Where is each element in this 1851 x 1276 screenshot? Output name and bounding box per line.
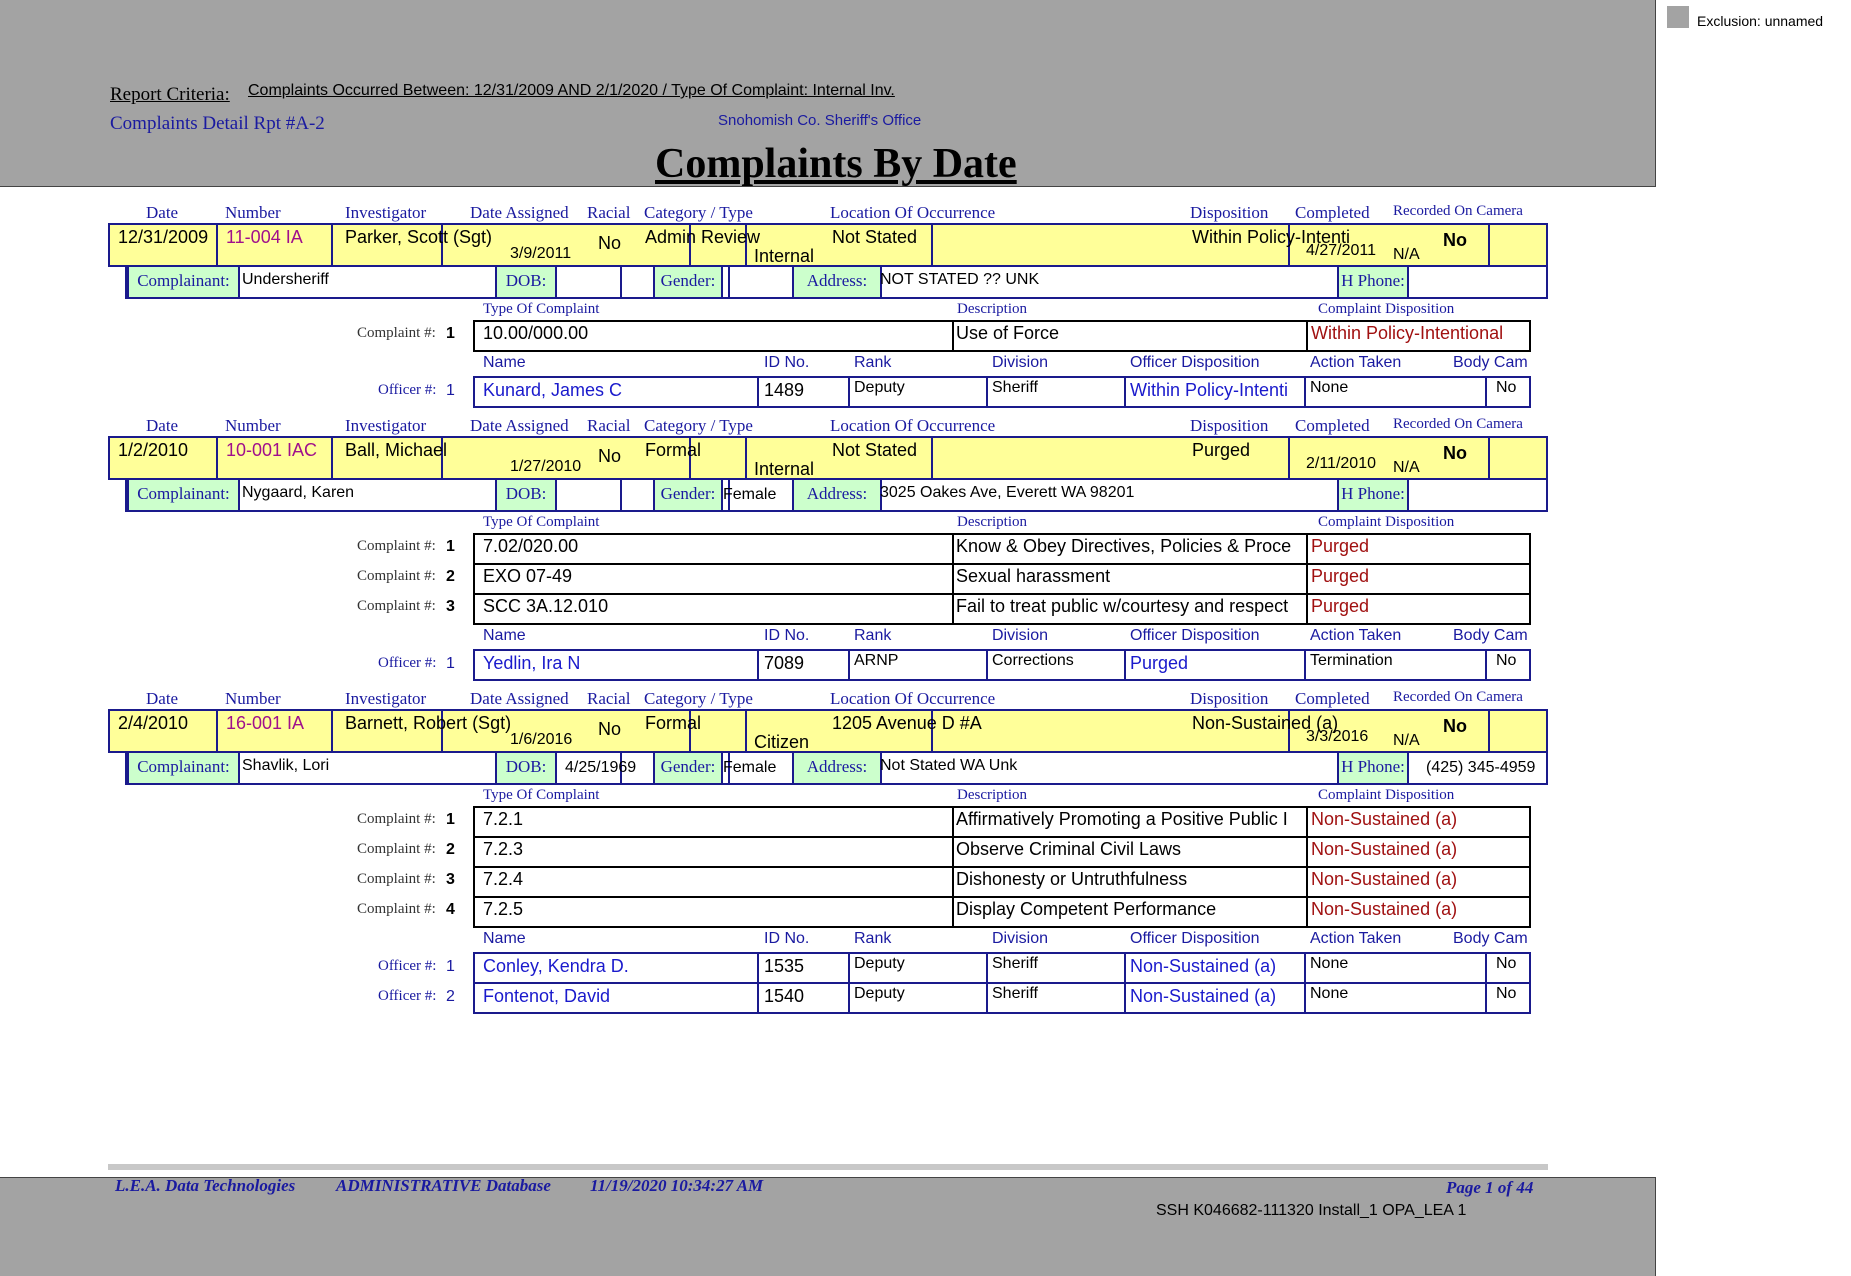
officer-number: 1 <box>446 958 455 975</box>
record-number: 10-001 IAC <box>226 440 318 460</box>
record-category: Admin Review <box>645 227 761 247</box>
col-header-number: Number <box>225 689 281 708</box>
officers-header-name: Name <box>483 354 526 371</box>
record-category: Formal <box>645 713 702 733</box>
complaint-number: 3 <box>446 598 455 615</box>
officers-header-body-cam: Body Cam <box>1453 354 1528 371</box>
col-header-racial: Racial <box>587 416 631 435</box>
report-name: Complaints Detail Rpt #A-2 <box>110 113 325 134</box>
footer-timestamp: 11/19/2020 10:34:27 AM <box>590 1176 764 1195</box>
complaints-header-description: Description <box>957 301 1027 317</box>
officer-name: Yedlin, Ira N <box>483 653 581 673</box>
complaint-number: 2 <box>446 568 455 585</box>
col-header-disposition: Disposition <box>1190 203 1269 222</box>
record-disposition: Purged <box>1192 440 1251 460</box>
officers-header-id-no: ID No. <box>764 930 810 947</box>
officers-header-officer-disposition: Officer Disposition <box>1130 930 1260 947</box>
officer-action: None <box>1310 985 1349 1002</box>
complainant-label-hphone: H Phone: <box>1337 480 1409 510</box>
complaint-number: 2 <box>446 841 455 858</box>
record-racial: No <box>598 233 622 253</box>
record-recorded-on-camera: No <box>1443 716 1467 736</box>
officers-header-id-no: ID No. <box>764 354 810 371</box>
record-racial: No <box>598 446 622 466</box>
complainant-divider <box>728 267 730 297</box>
record-date: 1/2/2010 <box>118 440 189 460</box>
complainant-label-hphone: H Phone: <box>1337 753 1409 783</box>
officers-header-rank: Rank <box>854 354 892 371</box>
complainant-divider <box>620 480 622 510</box>
record-investigator: Barnett, Robert (Sgt) <box>345 713 512 733</box>
complainant-label-hphone: H Phone: <box>1337 267 1409 297</box>
complaint-type: 7.2.3 <box>483 839 524 859</box>
col-header-category-type: Category / Type <box>644 203 753 222</box>
col-header-recorded: Recorded On Camera <box>1393 689 1523 705</box>
complaint-num-label: Complaint #: <box>357 871 436 887</box>
col-header-completed: Completed <box>1295 203 1370 222</box>
complaints-header-description: Description <box>957 787 1027 803</box>
record-disposition: Non-Sustained (a) <box>1192 713 1339 733</box>
complainant-row <box>125 267 1548 299</box>
record-investigator: Parker, Scott (Sgt) <box>345 227 493 247</box>
complaint-num-label: Complaint #: <box>357 811 436 827</box>
complaint-disposition: Purged <box>1311 596 1370 616</box>
complaint-disposition: Non-Sustained (a) <box>1311 869 1458 889</box>
complainant-dob: 4/25/1969 <box>565 759 637 776</box>
complaint-disposition: Non-Sustained (a) <box>1311 809 1458 829</box>
complaints-header-disposition: Complaint Disposition <box>1318 787 1455 803</box>
officers-header-division: Division <box>992 627 1049 644</box>
officer-id: 1489 <box>764 380 805 400</box>
officers-col-divider <box>986 378 988 406</box>
record-location: 1205 Avenue D #A <box>832 713 982 733</box>
complainant-name: Nygaard, Karen <box>242 484 355 501</box>
complainant-label-gender: Gender: <box>653 480 723 510</box>
record-type: Internal <box>754 246 815 266</box>
record-date-assigned: 1/27/2010 <box>510 458 582 475</box>
col-header-racial: Racial <box>587 203 631 222</box>
complaint-type: 7.2.4 <box>483 869 524 889</box>
complainant-label-complainant: Complainant: <box>127 267 240 297</box>
record-number: 11-004 IA <box>226 227 303 247</box>
complainant-divider <box>792 480 794 510</box>
complainant-divider <box>792 267 794 297</box>
record-completed: 2/11/2010 <box>1306 455 1376 472</box>
officers-header-name: Name <box>483 627 526 644</box>
officer-rank: Deputy <box>854 379 905 396</box>
col-header-number: Number <box>225 416 281 435</box>
officers-header-name: Name <box>483 930 526 947</box>
officer-num-label: Officer #: <box>378 655 437 671</box>
complaint-num-label: Complaint #: <box>357 538 436 554</box>
col-header-disposition: Disposition <box>1190 689 1269 708</box>
complaints-header-type: Type Of Complaint <box>483 301 600 317</box>
col-header-location: Location Of Occurrence <box>830 689 996 708</box>
officers-col-divider <box>757 378 759 406</box>
col-header-category-type: Category / Type <box>644 689 753 708</box>
col-header-category-type: Category / Type <box>644 416 753 435</box>
complainant-divider <box>792 753 794 783</box>
legend-swatch <box>1667 6 1689 28</box>
officers-header-action-taken: Action Taken <box>1310 930 1402 947</box>
complaint-number: 1 <box>446 811 455 828</box>
complainant-label-dob: DOB: <box>495 753 557 783</box>
complaint-number: 1 <box>446 325 455 342</box>
col-header-investigator: Investigator <box>345 689 427 708</box>
complaint-disposition: Non-Sustained (a) <box>1311 839 1458 859</box>
complaints-header-disposition: Complaint Disposition <box>1318 514 1455 530</box>
col-header-date: Date <box>146 416 179 435</box>
officer-name: Fontenot, David <box>483 986 611 1006</box>
complaint-disposition: Non-Sustained (a) <box>1311 899 1458 919</box>
col-header-recorded: Recorded On Camera <box>1393 416 1523 432</box>
complainant-label-dob: DOB: <box>495 267 557 297</box>
officers-header-body-cam: Body Cam <box>1453 627 1528 644</box>
officers-header-division: Division <box>992 354 1049 371</box>
col-header-date: Date <box>146 689 179 708</box>
footer-vendor: L.E.A. Data Technologies <box>115 1176 296 1195</box>
record-disposition: Within Policy-Intenti <box>1192 227 1351 247</box>
complaints-header-type: Type Of Complaint <box>483 514 600 530</box>
complaint-description: Use of Force <box>956 323 1060 343</box>
officer-num-label: Officer #: <box>378 988 437 1004</box>
officer-bodycam: No <box>1496 379 1517 396</box>
officers-header-officer-disposition: Officer Disposition <box>1130 627 1260 644</box>
officers-header-officer-disposition: Officer Disposition <box>1130 354 1260 371</box>
officer-action: None <box>1310 379 1349 396</box>
record-completed-na: N/A <box>1393 732 1420 749</box>
complaint-disposition: Purged <box>1311 536 1370 556</box>
officer-number: 1 <box>446 655 455 672</box>
officer-bodycam: No <box>1496 652 1517 669</box>
complaints-col-divider <box>1306 322 1308 350</box>
footer-divider <box>108 1164 1548 1170</box>
officer-division: Sheriff <box>992 985 1038 1002</box>
complainant-address: 3025 Oakes Ave, Everett WA 98201 <box>880 484 1135 501</box>
complainant-label-dob: DOB: <box>495 480 557 510</box>
col-header-number: Number <box>225 203 281 222</box>
officer-rank: Deputy <box>854 985 905 1002</box>
officer-id: 1535 <box>764 956 805 976</box>
complaint-disposition: Purged <box>1311 566 1370 586</box>
officers-col-divider <box>848 378 850 406</box>
col-header-disposition: Disposition <box>1190 416 1269 435</box>
complaint-type: EXO 07-49 <box>483 566 573 586</box>
officer-disposition: Non-Sustained (a) <box>1130 986 1277 1006</box>
complainant-label-complainant: Complainant: <box>127 753 240 783</box>
officer-id: 1540 <box>764 986 805 1006</box>
complainant-label-gender: Gender: <box>653 267 723 297</box>
officer-division: Corrections <box>992 652 1074 669</box>
complaint-number: 1 <box>446 538 455 555</box>
col-header-date-assigned: Date Assigned <box>470 203 569 222</box>
officer-action: Termination <box>1310 652 1393 669</box>
officer-name: Conley, Kendra D. <box>483 956 629 976</box>
complainant-address: NOT STATED ?? UNK <box>880 271 1040 288</box>
complaint-num-label: Complaint #: <box>357 841 436 857</box>
officer-num-label: Officer #: <box>378 958 437 974</box>
col-header-investigator: Investigator <box>345 203 427 222</box>
complainant-divider <box>620 267 622 297</box>
complainant-row <box>125 753 1548 785</box>
officer-division: Sheriff <box>992 955 1038 972</box>
complainant-name: Undersheriff <box>242 271 329 288</box>
complaints-header-disposition: Complaint Disposition <box>1318 301 1455 317</box>
officers-col-divider <box>1485 651 1487 679</box>
officer-action: None <box>1310 955 1349 972</box>
record-completed: 3/3/2016 <box>1306 728 1369 745</box>
complaint-description: Sexual harassment <box>956 566 1111 586</box>
complaint-type: SCC 3A.12.010 <box>483 596 609 616</box>
record-recorded-on-camera: No <box>1443 230 1467 250</box>
complainant-gender: Female <box>723 486 777 503</box>
officers-col-divider <box>1124 651 1126 679</box>
col-header-racial: Racial <box>587 689 631 708</box>
record-racial: No <box>598 719 622 739</box>
col-header-investigator: Investigator <box>345 416 427 435</box>
complaint-type: 7.2.5 <box>483 899 524 919</box>
criteria-text: Complaints Occurred Between: 12/31/2009 AND 2/1/2020 / Type Of Complaint: Internal Inv. <box>248 82 895 99</box>
complaint-description: Dishonesty or Untruthfulness <box>956 869 1188 889</box>
complainant-address: Not Stated WA Unk <box>880 757 1018 774</box>
exclusion-label: Exclusion: unnamed <box>1697 13 1824 29</box>
complainant-label-address: Address: <box>792 267 882 297</box>
officer-bodycam: No <box>1496 985 1517 1002</box>
officer-rank: ARNP <box>854 652 899 669</box>
record-completed-na: N/A <box>1393 246 1420 263</box>
col-header-date: Date <box>146 203 179 222</box>
complainant-name: Shavlik, Lori <box>242 757 330 774</box>
officer-disposition: Purged <box>1130 653 1189 673</box>
col-header-date-assigned: Date Assigned <box>470 416 569 435</box>
complaint-description: Display Competent Performance <box>956 899 1217 919</box>
officers-header-action-taken: Action Taken <box>1310 354 1402 371</box>
complaint-num-label: Complaint #: <box>357 568 436 584</box>
record-type: Internal <box>754 459 815 479</box>
officers-col-divider <box>1124 378 1126 406</box>
record-completed: 4/27/2011 <box>1306 242 1376 259</box>
officer-disposition: Within Policy-Intenti <box>1130 380 1289 400</box>
complainant-label-address: Address: <box>792 480 882 510</box>
record-recorded-on-camera: No <box>1443 443 1467 463</box>
col-header-location: Location Of Occurrence <box>830 203 996 222</box>
officer-bodycam: No <box>1496 955 1517 972</box>
officer-num-label: Officer #: <box>378 382 437 398</box>
col-header-recorded: Recorded On Camera <box>1393 203 1523 219</box>
record-investigator: Ball, Michael <box>345 440 448 460</box>
record-date-assigned: 3/9/2011 <box>510 245 572 262</box>
record-date: 12/31/2009 <box>118 227 209 247</box>
record-location: Not Stated <box>832 440 918 460</box>
complainant-gender: Female <box>723 759 777 776</box>
complainant-label-address: Address: <box>792 753 882 783</box>
col-header-location: Location Of Occurrence <box>830 416 996 435</box>
record-date-assigned: 1/6/2016 <box>510 731 573 748</box>
complaints-header-type: Type Of Complaint <box>483 787 600 803</box>
officers-col-divider <box>1304 378 1306 406</box>
complainant-label-complainant: Complainant: <box>127 480 240 510</box>
officer-name: Kunard, James C <box>483 380 623 400</box>
officer-id: 7089 <box>764 653 805 673</box>
complaint-num-label: Complaint #: <box>357 901 436 917</box>
officer-rank: Deputy <box>854 955 905 972</box>
complaints-header-description: Description <box>957 514 1027 530</box>
record-number: 16-001 IA <box>226 713 305 733</box>
officers-header-rank: Rank <box>854 627 892 644</box>
record-completed-na: N/A <box>1393 459 1420 476</box>
officers-header-id-no: ID No. <box>764 627 810 644</box>
record-date: 2/4/2010 <box>118 713 189 733</box>
officer-number: 2 <box>446 988 455 1005</box>
complaint-num-label: Complaint #: <box>357 325 436 341</box>
officers-col-divider <box>757 651 759 679</box>
officers-col-divider <box>986 651 988 679</box>
complainant-label-gender: Gender: <box>653 753 723 783</box>
officers-header-action-taken: Action Taken <box>1310 627 1402 644</box>
footer-database: ADMINISTRATIVE Database <box>336 1176 551 1195</box>
officers-col-divider <box>1485 378 1487 406</box>
record-type: Citizen <box>754 732 810 752</box>
officer-disposition: Non-Sustained (a) <box>1130 956 1277 976</box>
footer-install: SSH K046682-111320 Install_1 OPA_LEA 1 <box>1156 1202 1467 1219</box>
col-header-date-assigned: Date Assigned <box>470 689 569 708</box>
officers-header-rank: Rank <box>854 930 892 947</box>
officers-header-body-cam: Body Cam <box>1453 930 1528 947</box>
complaint-description: Fail to treat public w/courtesy and respect <box>956 596 1289 616</box>
complaint-num-label: Complaint #: <box>357 598 436 614</box>
complaint-type: 7.02/020.00 <box>483 536 579 556</box>
record-location: Not Stated <box>832 227 918 247</box>
col-header-completed: Completed <box>1295 689 1370 708</box>
officer-division: Sheriff <box>992 379 1038 396</box>
complaint-description: Observe Criminal Civil Laws <box>956 839 1182 859</box>
complainant-hphone: (425) 345-4959 <box>1426 759 1536 776</box>
page-title: Complaints By Date <box>655 141 1017 187</box>
complaint-type: 7.2.1 <box>483 809 524 829</box>
footer-page: Page 1 of 44 <box>1446 1178 1534 1197</box>
complaint-description: Affirmatively Promoting a Positive Public I <box>956 809 1288 829</box>
complaints-col-divider <box>952 322 954 350</box>
complaint-type: 10.00/000.00 <box>483 323 589 343</box>
officers-col-divider <box>1304 651 1306 679</box>
complaint-description: Know & Obey Directives, Policies & Proce <box>956 536 1292 556</box>
officer-number: 1 <box>446 382 455 399</box>
agency-name: Snohomish Co. Sheriff's Office <box>718 112 922 129</box>
complaint-number: 3 <box>446 871 455 888</box>
record-category: Formal <box>645 440 702 460</box>
complaint-number: 4 <box>446 901 455 918</box>
col-header-completed: Completed <box>1295 416 1370 435</box>
officers-header-division: Division <box>992 930 1049 947</box>
complaint-disposition: Within Policy-Intentional <box>1311 323 1504 343</box>
criteria-label: Report Criteria: <box>110 84 230 105</box>
officers-col-divider <box>848 651 850 679</box>
